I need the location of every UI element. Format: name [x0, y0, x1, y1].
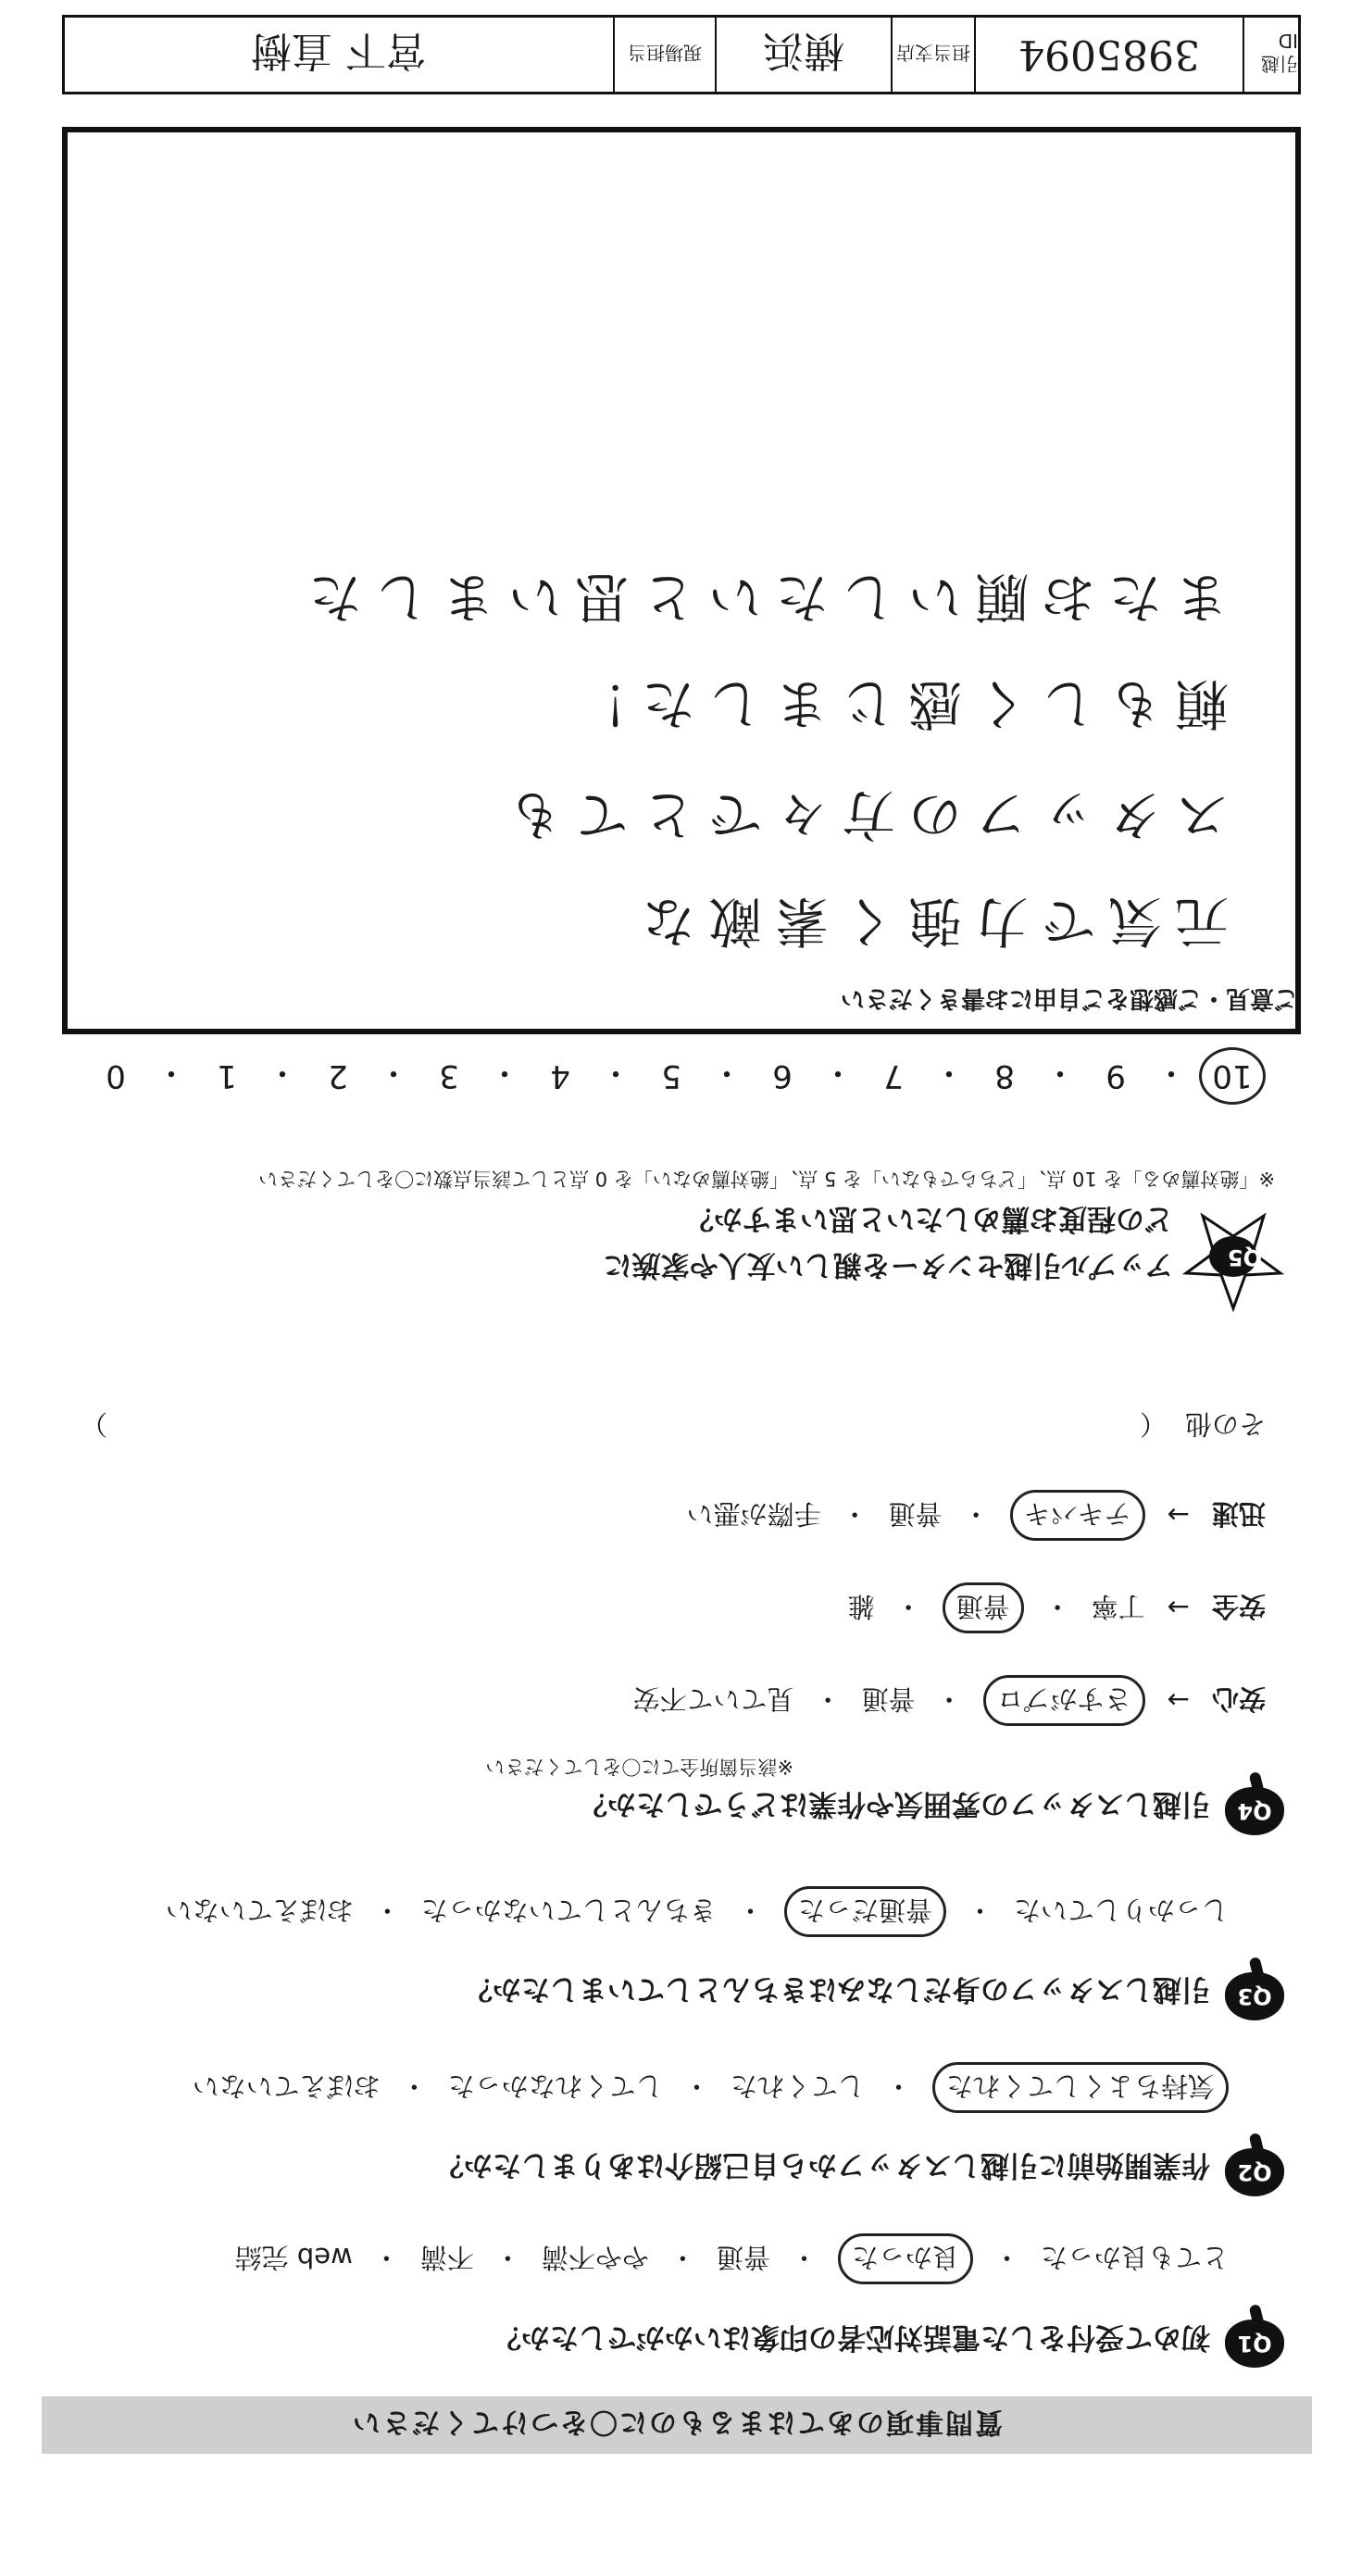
q4-row-label: 迅速 [1211, 1498, 1266, 1530]
q5-score[interactable]: 5 [661, 1057, 681, 1094]
q5-score[interactable]: 2 [328, 1057, 348, 1094]
branch-value: 横浜 [715, 18, 891, 92]
q4-option-selected[interactable]: テキパキ [1010, 1490, 1145, 1541]
q4-option[interactable]: 見ていて不安 [632, 1683, 794, 1715]
q1-option[interactable]: やや不満 [541, 2242, 649, 2273]
comment-label: ご意見・ご感想をご自由にお書きください [840, 984, 1298, 1012]
q1-option[interactable]: とても良かった [1040, 2242, 1229, 2273]
move-id-value: 3985094 [974, 18, 1243, 92]
site-leader-value: 宮下 直樹 [251, 27, 427, 74]
site-leader-label: 現場担当 [613, 18, 715, 92]
q4-option[interactable]: 丁寧 [1091, 1591, 1145, 1622]
q5-score[interactable]: 1 [217, 1057, 237, 1094]
q4-question: 引越しスタッフの雰囲気や作業はどうでしたか？ [579, 1787, 1210, 1820]
q5-score[interactable]: 8 [994, 1057, 1015, 1094]
comment-handwritten-line: スタッフの方々でとても [494, 783, 1229, 846]
q4-option[interactable]: 普通 [888, 1498, 943, 1530]
q2-option[interactable]: してくれた [730, 2070, 865, 2102]
q4-other-row [81, 1407, 1266, 1444]
q2-option-selected[interactable]: 気持ちよくしてくれた [932, 2062, 1229, 2113]
q2-question: 作業開始前に引越しスタッフから自己紹介はありましたか？ [435, 2148, 1210, 2182]
q4-option[interactable]: 普通 [861, 1683, 916, 1715]
q2-option[interactable]: おぼえていない [192, 2070, 381, 2102]
q3-options: しっかりしていた ・ 普通だった ・ きちんとしていなかった ・ おぼえていない [166, 1886, 1229, 1937]
q1-question: 初めて受付をした電話対応者の印象はいかがでしたか？ [493, 2320, 1210, 2354]
q3-option[interactable]: おぼえていない [165, 1894, 354, 1926]
q4-note: ※該当箇所全てに〇をしてください [485, 1756, 793, 1778]
q1-options: とても良かった ・ 良かった ・ 普通 ・ やや不満 ・ 不満 ・ web 完結 [235, 2233, 1229, 2284]
q5-question-line2: どの程度お薦めしたいと思いますか？ [685, 1202, 1173, 1235]
q4-other-label: その他 [1184, 1408, 1266, 1440]
q1-badge-icon: Q1 [1225, 2320, 1284, 2368]
q3-option[interactable]: きちんとしていなかった [420, 1894, 717, 1926]
q2-option[interactable]: してくれなかった [447, 2070, 663, 2102]
arrow-right-icon: → [1167, 1592, 1190, 1624]
q5-score[interactable]: 6 [772, 1057, 793, 1094]
q4-option-selected[interactable]: さすがプロ [983, 1675, 1145, 1726]
q2-badge-icon: Q2 [1225, 2148, 1284, 2196]
move-id-label: 引越 ID [1243, 18, 1298, 92]
branch-label: 担当支店 [891, 18, 974, 92]
q4-row-label: 安全 [1211, 1591, 1266, 1622]
comment-handwritten-line: 元気で力強く素敵な [628, 890, 1229, 953]
comment-handwritten-line: またお願いしたいと思いました [294, 566, 1229, 629]
q5-score[interactable]: 0 [106, 1057, 126, 1094]
q1-option[interactable]: web 完結 [234, 2242, 353, 2273]
q4-option[interactable]: 手際が悪い [686, 1498, 821, 1530]
q2-options: 気持ちよくしてくれた ・ してくれた ・ してくれなかった ・ おぼえていない [193, 2062, 1229, 2113]
q1-option[interactable]: 普通 [716, 2242, 770, 2273]
q5-note: ※「絶対薦める」を 10 点、「どちらでもない」を 5 点、「絶対薦めない」を 0 点として該当点数に〇をしてください [258, 1168, 1275, 1190]
q5-badge: Q5 [1227, 1244, 1262, 1270]
q5-score[interactable]: 7 [883, 1057, 904, 1094]
q4-option[interactable]: 雑 [847, 1591, 875, 1622]
q5-score[interactable]: 3 [439, 1057, 459, 1094]
office-use-table [62, 15, 1301, 94]
q4-row-label: 安心 [1211, 1683, 1266, 1715]
q4-other-close-paren: ） [81, 1408, 108, 1440]
q5-score[interactable]: 9 [1105, 1057, 1126, 1094]
instruction-banner: 質問事項のあてはまるものに〇をつけてください [42, 2396, 1312, 2454]
q4-row-anshin: 安心 → さすがプロ ・ 普通 ・ 見ていて不安 [633, 1675, 1266, 1726]
q4-other-open-paren: （ [1139, 1408, 1167, 1440]
q5-score[interactable]: 4 [550, 1057, 570, 1094]
q4-row-anzen: 安全 → 丁寧 ・ 普通 ・ 雑 [848, 1582, 1266, 1633]
q3-badge-icon: Q3 [1225, 1972, 1284, 2020]
comment-handwritten-line: 頼もしく感じました！ [561, 672, 1229, 735]
q5-score-scale: 10 ・ 9 ・ 8 ・ 7 ・ 6 ・ 5 ・ 4 ・ 3 ・ 2 ・ 1 ・ 0 [44, 1044, 1266, 1108]
arrow-right-icon: → [1167, 1499, 1190, 1532]
q4-option-selected[interactable]: 普通 [943, 1582, 1024, 1633]
q1-option[interactable]: 不満 [419, 2242, 474, 2273]
q3-question: 引越しスタッフの身だしなみはきちんとしていましたか？ [464, 1972, 1210, 2006]
q5-score-selected[interactable]: 10 [1199, 1047, 1266, 1105]
q4-row-jinsoku: 迅速 → テキパキ ・ 普通 ・ 手際が悪い [687, 1490, 1266, 1541]
q4-badge-icon: Q4 [1225, 1787, 1284, 1835]
q1-option-selected[interactable]: 良かった [838, 2233, 973, 2284]
arrow-right-icon: → [1167, 1684, 1190, 1717]
q3-option-selected[interactable]: 普通だった [784, 1886, 946, 1937]
q5-question-line1: アップル引越センターを親しい友人や家族に [603, 1248, 1173, 1282]
q3-option[interactable]: しっかりしていた [1013, 1894, 1229, 1926]
